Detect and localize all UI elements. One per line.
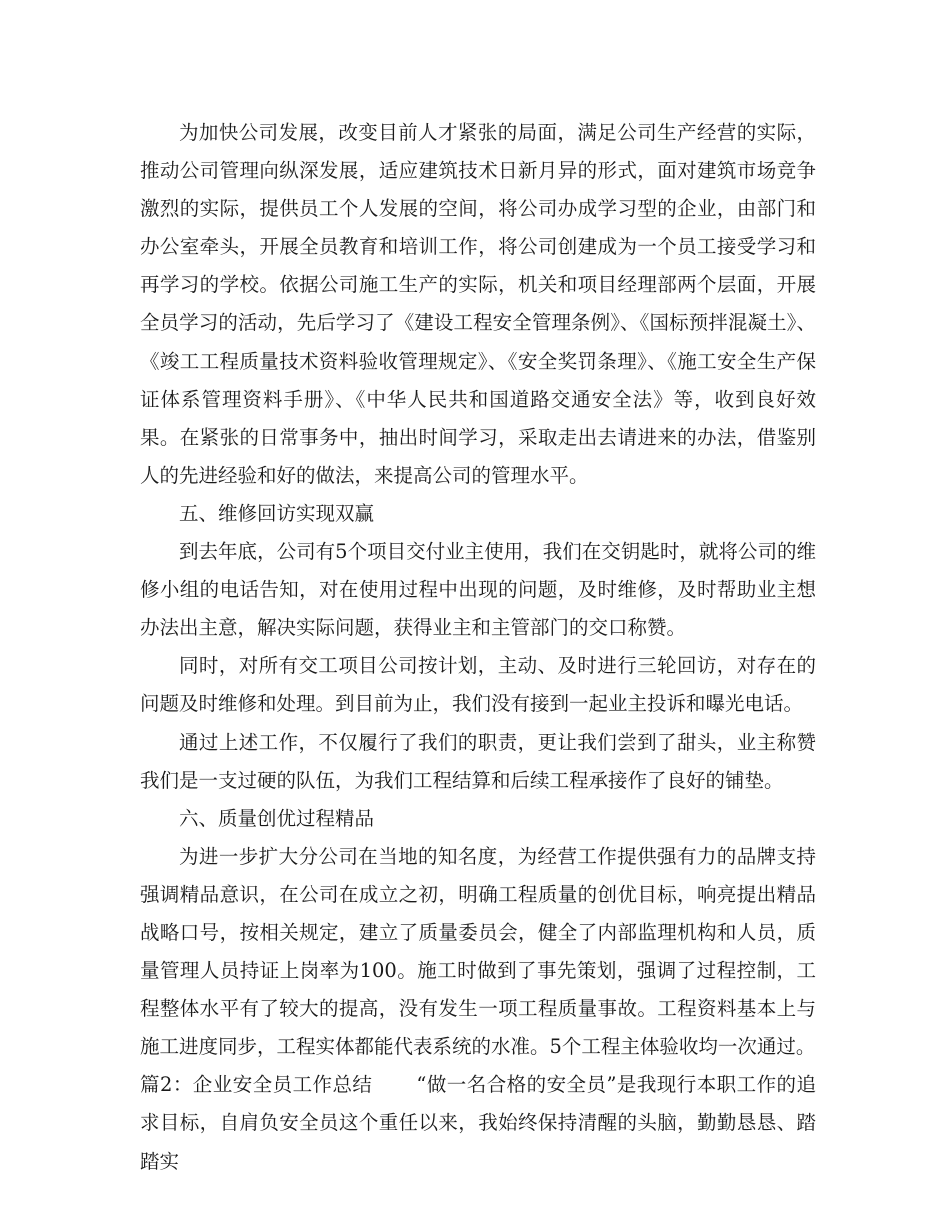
paragraph-quality: 为进一步扩大分公司在当地的知名度，为经营工作提供强有力的品牌支持强调精品意识，在公司在成立之初，明确工程质量的创优目标，响亮提出精品战略口号，按相关规定，建立了质量委员会，健全了内部监理机构和人员，质量管理人员持证上岗率为100。施工时做到了事先策划，强调了过程控制，工程整体水平有了较大的提高，没有发生一项工程质量事故。工程资料基本上与施工进度同步，工程实体都能代表系统的水准。5个工程主体验收均一次通过。 bbox=[140, 844, 816, 1059]
paragraph-delivery: 到去年底，公司有5个项目交付业主使用，我们在交钥匙时，就将公司的维修小组的电话告知，对在使用过程中出现的问题，及时维修，及时帮助业主想办法出主意，解决实际问题，获得业主和主管部门的交口称赞。 bbox=[140, 540, 816, 640]
paragraph-article-2 bbox=[140, 1066, 816, 1180]
paragraph-summary: 通过上述工作，不仅履行了我们的职责，更让我们尝到了甜头，业主称赞我们是一支过硬的队伍，为我们工程结算和后续工程承接作了良好的铺垫。 bbox=[140, 730, 816, 792]
section-heading-maintenance: 五、维修回访实现双赢 bbox=[179, 501, 375, 525]
document-body bbox=[140, 114, 816, 1181]
section-heading-quality: 六、质量创优过程精品 bbox=[179, 806, 375, 830]
article-2-text: “做一名合格的安全员”是我现行本职工作的追求目标，自肩负安全员这个重任以来，我始终保持清醒的头脑，勤勤恳恳、踏踏实 bbox=[140, 1073, 816, 1173]
paragraph-revisit: 同时，对所有交工项目公司按计划，主动、及时进行三轮回访，对存在的问题及时维修和处理。到目前为止，我们没有接到一起业主投诉和曝光电话。 bbox=[140, 654, 816, 716]
paragraph-company-learning: 为加快公司发展，改变目前人才紧张的局面，满足公司生产经营的实际，推动公司管理向纵深发展，适应建筑技术日新月异的形式，面对建筑市场竞争激烈的实际，提供员工个人发展的空间，将公司办成学习型的企业，由部门和办公室牵头，开展全员教育和培训工作，将公司创建成为一个员工接受学习和再学习的学校。依据公司施工生产的实际，机关和项目经理部两个层面，开展全员学习的活动，先后学习了《建设工程安全管理条例》、《国标预拌混凝土》、《竣工工程质量技术资料验收管理规定》、《安全奖罚条理》、《施工安全生产保证体系管理资料手册》、《中华人民共和国道路交通安全法》等，收到良好效果。在紧张的日常事务中，抽出时间学习，采取走出去请进来的办法，借鉴别人的先进经验和好的做法，来提高公司的管理水平。 bbox=[140, 121, 816, 487]
article-2-label: 篇2：企业安全员工作总结 bbox=[140, 1073, 373, 1097]
